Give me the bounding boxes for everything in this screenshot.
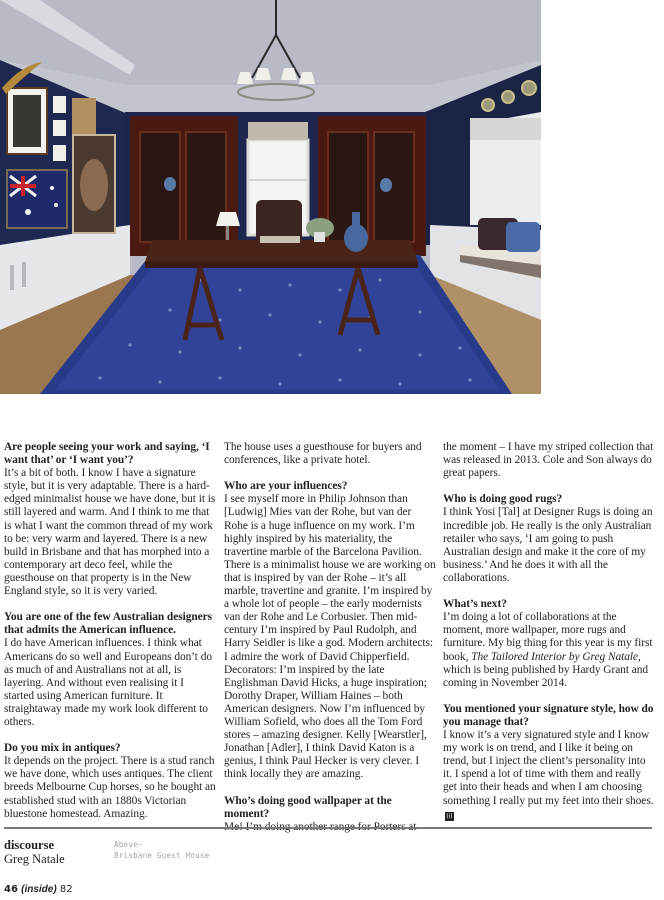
end-of-article-icon: (i) <box>446 812 453 820</box>
page-folio <box>4 884 73 896</box>
interview-answer <box>443 611 655 690</box>
column-1 <box>4 441 216 834</box>
framed-photo <box>53 120 66 136</box>
qa-block <box>443 441 655 480</box>
interview-question: You are one of the few Australian designers that admits the American influence. <box>4 611 213 637</box>
issue-number: 82 <box>59 884 73 895</box>
page-number: 46 <box>4 884 18 895</box>
desk-top <box>145 240 418 262</box>
interview-answer-continued: The house uses a guesthouse for buyers and conferences, like a private hotel. <box>224 441 422 467</box>
interview-answer: I do have American influences. I think what Americans do so well and Europeans don’t do as much of and Australians not at all, is layering. And without even realising it I started using American furniture. It straightaway made my work look different to others. <box>4 637 213 728</box>
framed-photo <box>72 98 96 134</box>
interview-question: What’s next? <box>443 598 507 611</box>
interview-question: Who is doing good rugs? <box>443 493 563 506</box>
qa-block <box>443 703 655 821</box>
interview-question: Who are your influences? <box>224 480 348 493</box>
mirror <box>482 99 494 111</box>
framed-photo <box>53 145 66 161</box>
qa-block <box>443 493 655 585</box>
interview-answer: I see myself more in Philip Johnson than [Ludwig] Mies van der Rohe, but van der Rohe is a huge influence on my work. I’m highly inspired by his materiality, the travertine marble of the Barcelona Pavilion. There is a minimalist house we are working on that is inspired by van der Rohe – it’s all marble, travertine and granite. I’m inspired by a whole lot of people – the early modernists van der Rohe and Le Corbusier. Then mid-century I’m inspired by Paul Rudolph, and Harry Seidler is like a god. Modern architects: I admire the work of David Chipperfield. Decorators: I’m inspired by the late Englishman David Hicks, a huge inspiration; Dorothy Draper, William Haines – both American designers. Now I’m influenced by William Sofield, who does all the Tom Ford stores – amazing designer. Kelly [Wearstler], Jonathan [Adler], I think David Katon is a genius, I think Paul Hecker is very clever. I think locally they are amazing. <box>224 493 436 781</box>
column-3 <box>443 441 655 834</box>
answer-text: I’m doing a lot of collaborations at the moment, more wallpaper, more rugs and furniture. My big thing for this year is my first book, <box>443 611 653 663</box>
ginger-jar-vase <box>344 224 368 252</box>
interview-question: Who’s doing good wallpaper at the moment? <box>224 794 392 820</box>
book-title: The Tailored Interior by Greg Natale <box>471 650 639 663</box>
footer-divider <box>4 827 652 829</box>
qa-block <box>4 611 216 729</box>
interview-answer-continued: the moment – I have my striped collection that was released in 2013. Cole and Son always do great papers. <box>443 441 654 480</box>
author-name: Greg Natale <box>4 852 65 866</box>
desk-books <box>260 236 300 243</box>
interview-answer: It’s a bit of both. I know I have a signature style, but it is very adaptable. There is a hard-edged minimalist house we have done, but it is still layered and warm. And I think to me that is what I want the common thread of my work to be: very warm and layered. There is a new build in Brisbane and that has morphed into a contemporary art deco feel, while the guesthouse on that property is in the New England style, so it is very varied. <box>4 467 216 598</box>
cushion <box>506 222 540 252</box>
table-lamp <box>216 212 240 226</box>
framed-photo <box>53 96 66 113</box>
interview-answer: It depends on the project. There is a stud ranch we have done, which uses antiques. The client breeds Melbourne Cup horses, so he bought an established stud with an 1880s Victorian bluestone homestead. Amazing. <box>4 755 216 820</box>
qa-block <box>4 441 216 598</box>
interview-question: Do you mix in antiques? <box>4 742 121 755</box>
photo-caption <box>114 839 209 861</box>
answer-text: , which is being published by Hardy Grant and coming in November 2014. <box>443 650 649 689</box>
mirror <box>522 81 536 95</box>
interview-question: Are people seeing your work and saying, ‘I want that’ or ‘I want you’? <box>4 441 210 467</box>
answer-text: I know it’s a very signatured style and I know my work is on trend, and I like it being on trend, but I inject the client’s personality into it. I spend a lot of time with them and really get into their heads and when I am choosing something I really put my feet into their shoes. <box>443 729 654 807</box>
interview-answer <box>443 729 655 821</box>
qa-block <box>224 441 436 467</box>
window-blind <box>248 122 308 140</box>
hero-photo <box>0 0 541 394</box>
magazine-name: (inside) <box>21 884 57 895</box>
qa-block <box>224 480 436 781</box>
mirror <box>502 91 514 103</box>
article-body <box>4 441 654 821</box>
caption-label: Above— <box>114 840 143 849</box>
room-illustration <box>0 0 541 394</box>
section-name: discourse <box>4 838 54 852</box>
qa-block <box>4 742 216 821</box>
qa-block <box>443 598 655 690</box>
bay-blind <box>470 118 541 140</box>
interview-answer: I think Yosi [Tal] at Designer Rugs is doing an incredible job. He really is the only Australian retailer who says, ‘I am going to push Australian design and make it the core of my business.’ And he does it with all the collaborations. <box>443 506 653 584</box>
interview-question: You mentioned your signature style, how do you manage that? <box>443 702 654 728</box>
column-2 <box>224 441 436 847</box>
caption-text: Brisbane Guest House <box>114 851 210 860</box>
